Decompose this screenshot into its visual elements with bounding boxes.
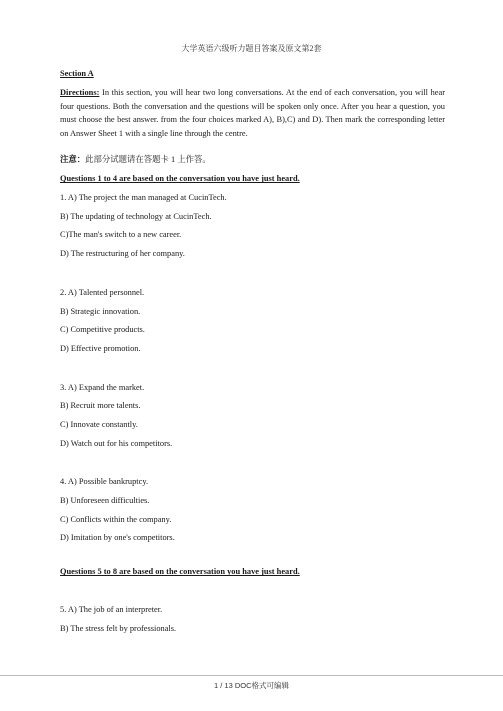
option-4b: B) Unforeseen difficulties. xyxy=(60,496,150,505)
option-1b: B) The updating of technology at CucinTech. xyxy=(60,211,212,221)
option-3a: 3. A) Expand the market. xyxy=(60,382,145,392)
option-3b: B) Recruit more talents. xyxy=(60,401,141,411)
question-group-heading-1: Questions 1 to 4 are based on the conversation you have just heard. xyxy=(60,174,300,184)
question-1 xyxy=(60,192,445,260)
directions-label: Directions: xyxy=(60,88,100,97)
option-2c: C) Competitive products. xyxy=(60,325,145,335)
question-2 xyxy=(60,287,445,355)
note-label: 注意： xyxy=(60,155,86,165)
page-footer: 1 / 13 DOC格式可编辑 xyxy=(213,681,289,690)
option-1c: C)The man's switch to a new career. xyxy=(60,230,182,240)
directions-text: In this section, you will hear two long conversations. At the end of each conversation, you will hear four questions. Both the conversation and the questions will be spoken only once. After you hear a question, you must choose the best answer. from the four choices marked A), B),C) and D). Then mark the corresponding letter on Answer Sheet 1 with a single line through the centre. xyxy=(60,88,445,138)
note-line xyxy=(60,154,445,166)
document-content xyxy=(60,68,445,635)
directions-paragraph xyxy=(60,86,445,140)
footer-rule xyxy=(0,675,503,676)
question-4 xyxy=(60,476,445,544)
option-1d: D) The restructuring of her company. xyxy=(60,249,185,259)
option-2d: D) Effective promotion. xyxy=(60,343,141,353)
section-title: Section A xyxy=(60,69,94,78)
question-group-heading-2: Questions 5 to 8 are based on the conversation you have just heard. xyxy=(60,567,300,577)
option-5b: B) The stress felt by professionals. xyxy=(60,623,177,633)
option-3c: C) Innovate constantly. xyxy=(60,419,138,429)
question-3 xyxy=(60,382,445,450)
option-4a: 4. A) Possible bankruptcy. xyxy=(60,477,149,487)
option-4c: C) Conflicts within the company. xyxy=(60,514,172,524)
option-2b: B) Strategic innovation. xyxy=(60,306,141,316)
option-2a: 2. A) Talented personnel. xyxy=(60,287,145,297)
note-text: 此部分试题请在答题卡 1 上作答。 xyxy=(85,155,211,165)
option-1a: 1. A) The project the man managed at CucinTech. xyxy=(60,193,227,203)
option-5a: 5. A) The job of an interpreter. xyxy=(60,605,163,615)
question-5 xyxy=(60,604,445,635)
page-header-title: 大学英语六级听力题目答案及原文第2套 xyxy=(181,44,322,53)
option-4d: D) Imitation by one's competitors. xyxy=(60,533,175,543)
option-3d: D) Watch out for his competitors. xyxy=(60,438,173,448)
